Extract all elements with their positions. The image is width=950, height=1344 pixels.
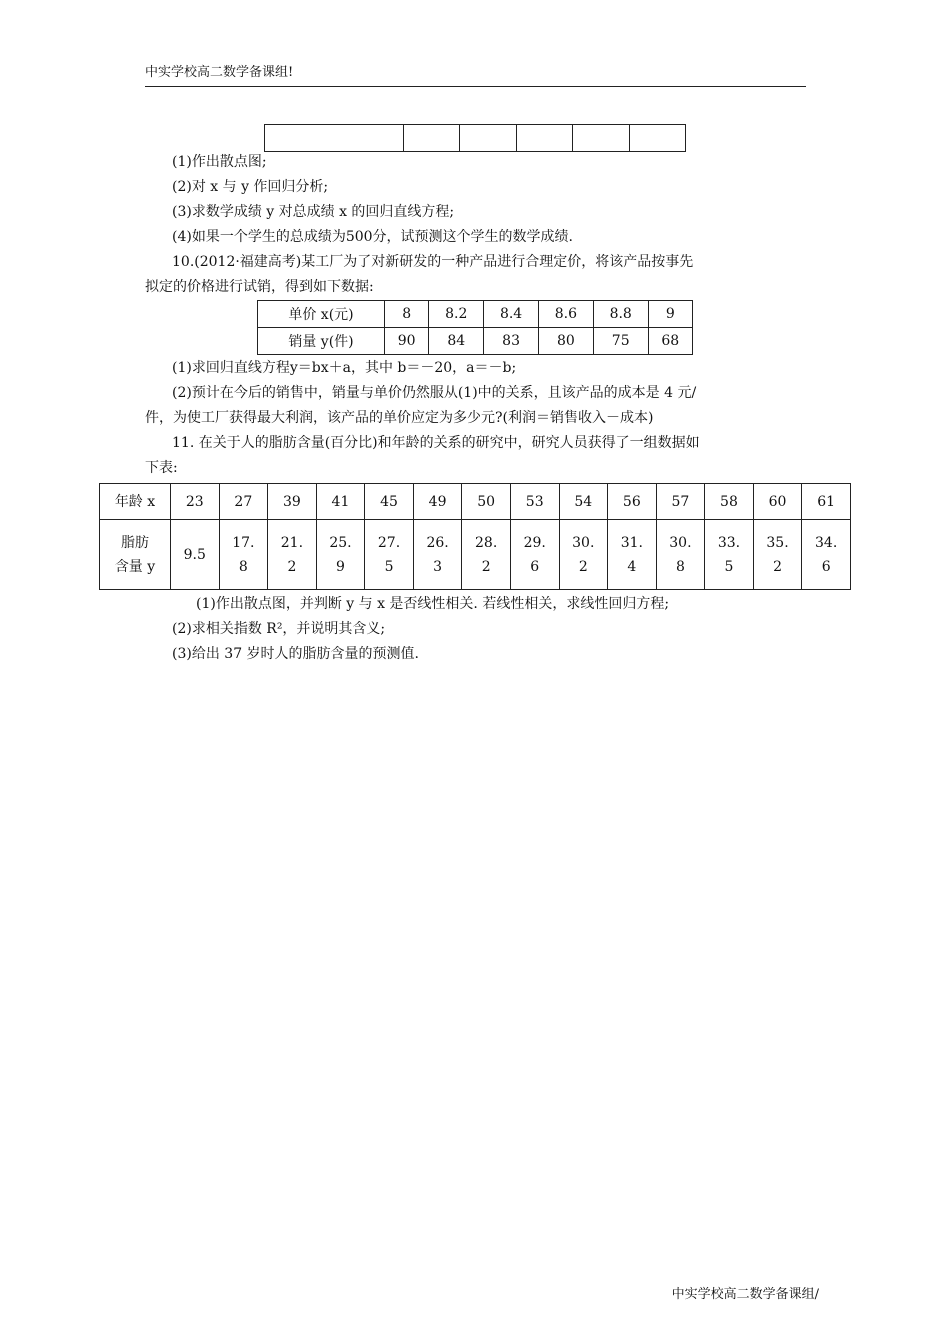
age-cell: 23 — [171, 484, 220, 520]
price-label: 单价 x(元) — [258, 301, 385, 328]
age-cell: 56 — [608, 484, 657, 520]
q10-intro-line-1: 10.(2012·福建高考)某工厂为了对新研发的一种产品进行合理定价，将该产品按事先 — [172, 254, 694, 270]
fat-cell: 27. 5 — [365, 520, 414, 590]
q11-intro-line-1: 11. 在关于人的脂肪含量(百分比)和年龄的关系的研究中，研究人员获得了一组数据如 — [172, 435, 700, 451]
fat-cell: 17. 8 — [219, 520, 268, 590]
sales-cell: 90 — [385, 328, 429, 355]
price-cell: 8.8 — [593, 301, 648, 328]
q10-item-1: (1)求回归直线方程y＝bx＋a，其中 b＝－20，a＝－b; — [172, 360, 517, 376]
price-cell: 8.6 — [538, 301, 593, 328]
price-cell: 8.2 — [429, 301, 484, 328]
fat-row — [100, 520, 851, 590]
sales-label: 销量 y(件) — [258, 328, 385, 355]
empty-table-fragment — [264, 124, 686, 152]
age-cell: 41 — [316, 484, 365, 520]
age-cell: 50 — [462, 484, 511, 520]
q9-item-3: (3)求数学成绩 y 对总成绩 x 的回归直线方程; — [172, 204, 455, 220]
sales-cell: 84 — [429, 328, 484, 355]
q11-item-1: (1)作出散点图，并判断 y 与 x 是否线性相关. 若线性相关，求线性回归方程; — [196, 596, 670, 612]
fat-cell: 29. 6 — [510, 520, 559, 590]
fat-cell: 30. 2 — [559, 520, 608, 590]
age-cell: 61 — [802, 484, 851, 520]
fat-cell: 26. 3 — [413, 520, 462, 590]
sales-cell: 75 — [593, 328, 648, 355]
age-cell: 54 — [559, 484, 608, 520]
q9-item-1: (1)作出散点图; — [172, 154, 267, 170]
age-cell: 57 — [656, 484, 705, 520]
fat-cell: 33. 5 — [705, 520, 754, 590]
price-cell: 9 — [648, 301, 692, 328]
age-fat-table — [99, 483, 851, 590]
age-cell: 53 — [510, 484, 559, 520]
q11-intro-line-2: 下表: — [145, 460, 178, 476]
sales-cell: 80 — [538, 328, 593, 355]
age-cell: 49 — [413, 484, 462, 520]
q10-item-2-line-1: (2)预计在今后的销售中，销量与单价仍然服从(1)中的关系，且该产品的成本是 4 元/ — [172, 385, 697, 401]
q10-intro-line-2: 拟定的价格进行试销，得到如下数据: — [145, 279, 374, 295]
age-cell: 39 — [268, 484, 317, 520]
fat-cell: 25. 9 — [316, 520, 365, 590]
age-cell: 45 — [365, 484, 414, 520]
fat-cell: 30. 8 — [656, 520, 705, 590]
age-row — [100, 484, 851, 520]
price-row — [258, 301, 693, 328]
sales-cell: 83 — [484, 328, 539, 355]
price-sales-table — [257, 300, 693, 355]
sales-row — [258, 328, 693, 355]
age-cell: 60 — [753, 484, 802, 520]
page-header: 中实学校高二数学备课组! — [145, 64, 806, 87]
fat-cell: 9.5 — [171, 520, 220, 590]
age-cell: 27 — [219, 484, 268, 520]
price-cell: 8 — [385, 301, 429, 328]
price-cell: 8.4 — [484, 301, 539, 328]
age-label: 年龄 x — [100, 484, 171, 520]
page-footer: 中实学校高二数学备课组/ — [671, 1287, 819, 1302]
q10-item-2-line-2: 件，为使工厂获得最大利润，该产品的单价应定为多少元?(利润＝销售收入－成本) — [145, 410, 654, 426]
fat-cell: 28. 2 — [462, 520, 511, 590]
sales-cell: 68 — [648, 328, 692, 355]
q11-item-2: (2)求相关指数 R²，并说明其含义; — [172, 621, 386, 637]
fat-cell: 31. 4 — [608, 520, 657, 590]
fat-label: 脂肪 含量 y — [100, 520, 171, 590]
q9-item-4: (4)如果一个学生的总成绩为500分，试预测这个学生的数学成绩. — [172, 229, 574, 245]
q11-item-3: (3)给出 37 岁时人的脂肪含量的预测值. — [172, 646, 419, 662]
fat-cell: 34. 6 — [802, 520, 851, 590]
fat-cell: 35. 2 — [753, 520, 802, 590]
fat-cell: 21. 2 — [268, 520, 317, 590]
age-cell: 58 — [705, 484, 754, 520]
q9-item-2: (2)对 x 与 y 作回归分析; — [172, 179, 329, 195]
